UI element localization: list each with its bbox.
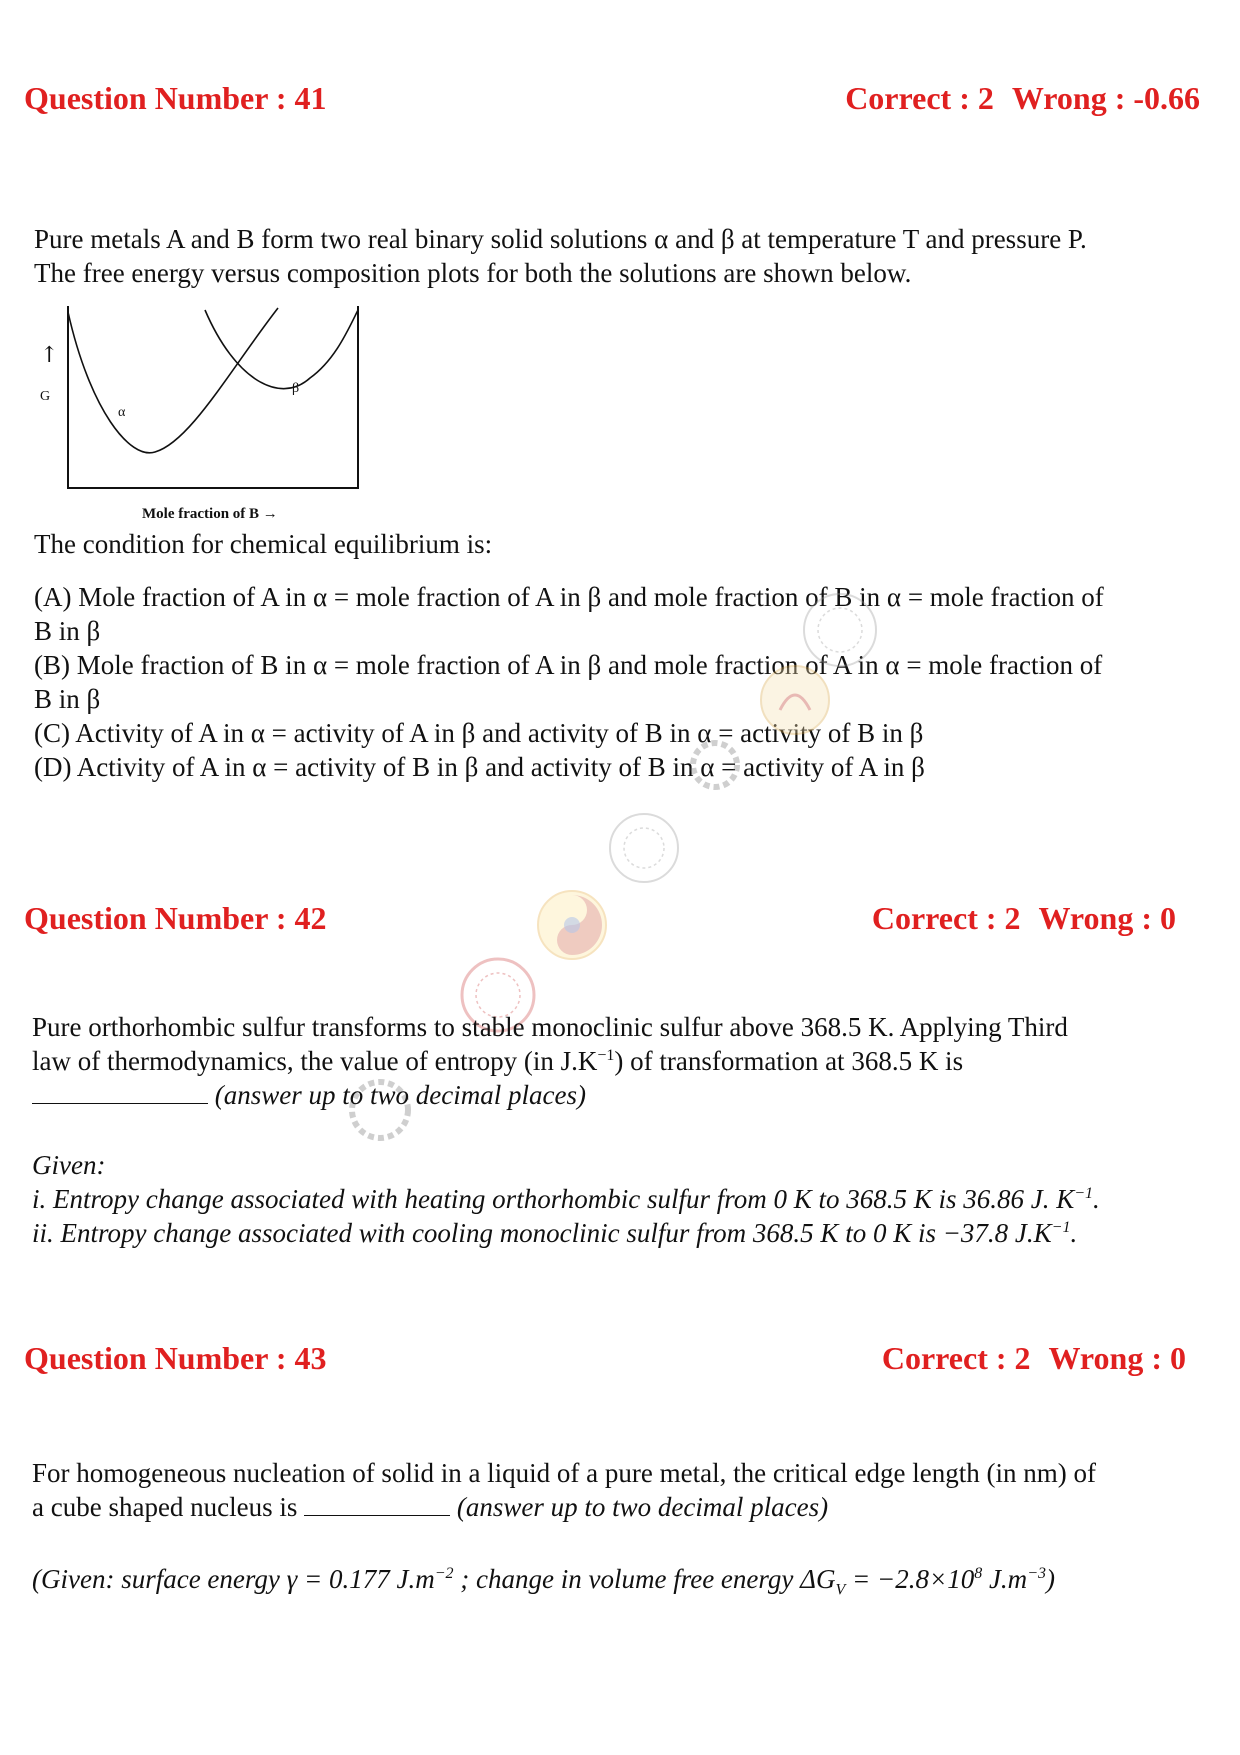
q43-correct: Correct : 2 bbox=[881, 1340, 1031, 1376]
q43-given-volume-energy: ; change in volume free energy ΔG bbox=[453, 1564, 836, 1594]
q42-given bbox=[32, 1148, 1212, 1250]
q42-stem-line2-text: law of thermodynamics, the value of entropy (in J.K bbox=[32, 1046, 598, 1076]
watermark-seal-icon bbox=[800, 590, 880, 670]
q42-given-ii-period: . bbox=[1070, 1218, 1078, 1248]
q43-given bbox=[32, 1562, 1212, 1599]
q43-stem bbox=[32, 1456, 1212, 1524]
q41-stem-line2: The free energy versus composition plots for both the solutions are shown below. bbox=[34, 258, 912, 288]
option-b-line1: (B) Mole fraction of B in α = mole fraction of A in β and mole fraction of A in α = mole fraction of bbox=[34, 650, 1103, 680]
q42-given-label: Given: bbox=[32, 1150, 106, 1180]
q42-given-i-period: . bbox=[1093, 1184, 1100, 1214]
q43-given-d: J.m bbox=[982, 1564, 1028, 1594]
q41-stem bbox=[34, 222, 1214, 290]
q41-wrong: Wrong : -0.66 bbox=[1011, 80, 1200, 116]
q41-stem-line1: Pure metals A and B form two real binary solid solutions α and β at temperature T and pressure P. bbox=[34, 224, 1087, 254]
option-c-line1: (C) Activity of A in α = activity of A in β and activity of B in α = activity of B in β bbox=[34, 718, 924, 748]
watermark-emblem-icon bbox=[755, 660, 835, 740]
q42-stem-line1: Pure orthorhombic sulfur transforms to stable monoclinic sulfur above 368.5 K. Applying Third bbox=[32, 1012, 1068, 1042]
q43-header bbox=[24, 1340, 1200, 1377]
q42-stem-line2 bbox=[32, 1044, 1212, 1078]
q42-header bbox=[24, 900, 1200, 937]
q42-stem-line2-rest: ) of transformation at 368.5 K is bbox=[614, 1046, 964, 1076]
q42-number: Question Number : 42 bbox=[24, 900, 327, 936]
q42-answer-hint: (answer up to two decimal places) bbox=[214, 1080, 586, 1110]
alpha-label: α bbox=[118, 405, 126, 420]
option-a[interactable] bbox=[34, 580, 1214, 648]
q41-number: Question Number : 41 bbox=[24, 80, 327, 116]
q41-options bbox=[34, 580, 1214, 784]
watermark-seal-icon bbox=[606, 810, 682, 886]
q42-given-ii-text: ii. Entropy change associated with cooling monoclinic sulfur from 368.5 K to 0 K is −37.8 J.K bbox=[32, 1218, 1052, 1248]
g-axis-arrow: ↑ bbox=[40, 343, 59, 368]
q42-answer-blank[interactable] bbox=[32, 1081, 208, 1104]
q43-marks bbox=[882, 1340, 1186, 1377]
beta-label: β bbox=[292, 381, 300, 396]
q43-answer-blank[interactable] bbox=[304, 1493, 450, 1516]
option-a-line2: B in β bbox=[34, 616, 101, 646]
q42-given-i bbox=[32, 1182, 1212, 1216]
alpha-curve bbox=[68, 308, 278, 453]
g-axis-label: G bbox=[40, 389, 51, 404]
q43-number: Question Number : 43 bbox=[24, 1340, 327, 1376]
q43-given-c: = −2.8×10 bbox=[845, 1564, 975, 1594]
q41-marks bbox=[845, 80, 1200, 117]
option-c[interactable] bbox=[34, 716, 1214, 750]
q42-marks bbox=[872, 900, 1176, 937]
q41-header bbox=[24, 80, 1200, 117]
q43-stem-line1: For homogeneous nucleation of solid in a liquid of a pure metal, the critical edge length (in nm) of bbox=[32, 1458, 1096, 1488]
option-d[interactable] bbox=[34, 750, 1214, 784]
q42-answer-line bbox=[32, 1078, 1212, 1112]
q43-stem-line2 bbox=[32, 1490, 1212, 1524]
q43-stem-line2-text: a cube shaped nucleus is bbox=[32, 1492, 298, 1522]
q42-stem bbox=[32, 1010, 1212, 1112]
q41-correct: Correct : 2 bbox=[845, 80, 994, 116]
q42-correct: Correct : 2 bbox=[871, 900, 1021, 936]
q41-condition: The condition for chemical equilibrium is: bbox=[34, 529, 493, 559]
q42-given-i-text: i. Entropy change associated with heating orthorhombic sulfur from 0 K to 368.5 K is 36.86 J. K bbox=[32, 1184, 1075, 1214]
q42-wrong: Wrong : 0 bbox=[1038, 900, 1176, 936]
watermark-gear-icon bbox=[680, 730, 750, 800]
q42-unit-exponent: −1 bbox=[597, 1047, 615, 1064]
q43-given-d-exponent: −3 bbox=[1027, 1565, 1046, 1582]
q43-given-e: ) bbox=[1045, 1564, 1055, 1594]
x-axis-label: Mole fraction of B → bbox=[142, 506, 278, 522]
q42-given-ii-exponent: −1 bbox=[1051, 1219, 1071, 1236]
option-b-line2: B in β bbox=[34, 684, 101, 714]
option-d-line1: (D) Activity of A in α = activity of B in β and activity of B in α = activity of A in β bbox=[34, 752, 925, 782]
q43-given-surface-energy: (Given: surface energy γ = 0.177 J.m bbox=[32, 1564, 435, 1594]
free-energy-diagram bbox=[30, 300, 370, 525]
option-a-line1: (A) Mole fraction of A in α = mole fraction of A in β and mole fraction of B in α = mole fraction of bbox=[34, 582, 1104, 612]
q43-given-b-subscript: V bbox=[835, 1581, 846, 1599]
q42-given-i-exponent: −1 bbox=[1074, 1185, 1094, 1202]
q42-given-ii bbox=[32, 1216, 1212, 1250]
q43-given-a-exponent: −2 bbox=[434, 1565, 454, 1582]
q43-wrong: Wrong : 0 bbox=[1048, 1340, 1186, 1376]
q43-given-c-exponent: 8 bbox=[974, 1565, 983, 1582]
q43-answer-hint: (answer up to two decimal places) bbox=[456, 1492, 829, 1522]
option-b[interactable] bbox=[34, 648, 1214, 716]
